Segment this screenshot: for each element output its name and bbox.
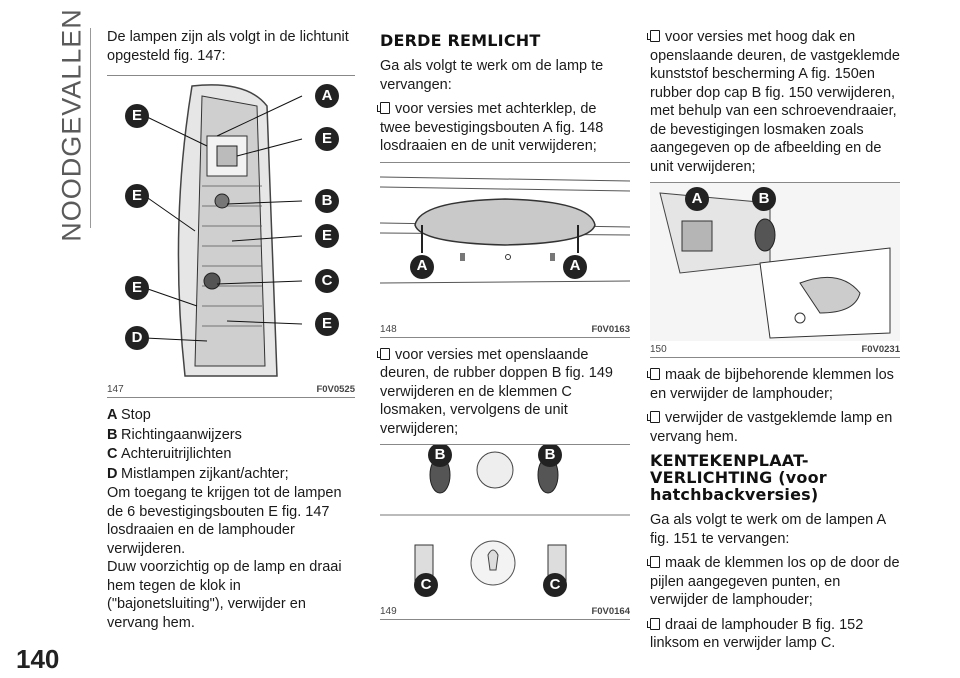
figure-150-image <box>650 183 900 341</box>
section-heading: KENTEKENPLAAT-VERLICHTING (voor hatchbackversies) <box>650 451 827 504</box>
callout-a: A <box>563 255 587 279</box>
intro-text: De lampen zijn als volgt in de lichtunit opgesteld fig. 147: <box>107 29 349 64</box>
callout-c: C <box>543 573 567 597</box>
callout-c: C <box>414 573 438 597</box>
callout-d: D <box>125 326 149 350</box>
callout-e: E <box>315 312 339 336</box>
figure-147 <box>107 75 355 398</box>
callout-b: B <box>538 445 562 467</box>
callout-e: E <box>315 224 339 248</box>
checkbox-icon <box>650 556 660 568</box>
checkbox-icon <box>380 348 390 360</box>
intro-text: Ga als volgt te werk om de lamp te vervangen: <box>380 58 604 93</box>
legend-item: A Stop <box>107 407 151 423</box>
figure-147-image <box>107 76 355 381</box>
check-item: voor versies met achterklep, de twee bevestigingsbouten A fig. 148 losdraaien en de unit verwijderen; <box>380 101 604 154</box>
legend-item: C Achteruitrijlichten <box>107 446 232 462</box>
check-item: voor versies met openslaande deuren, de rubber doppen B fig. 149 verwijderen en de klemmen C losmaken, vervolgens de unit verwijderen; <box>380 346 613 437</box>
figure-148-image <box>380 163 630 321</box>
callout-b: B <box>752 187 776 211</box>
figure-149-image <box>380 445 630 603</box>
legend <box>107 406 355 483</box>
body-text: Duw voorzichtig op de lamp en draai hem tegen de klok in ("bajonetsluiting"), verwijder en vervang hem. <box>107 559 342 631</box>
callout-b: B <box>315 189 339 213</box>
column-1 <box>107 28 355 632</box>
figure-149 <box>380 444 630 620</box>
figure-number: 147 <box>107 384 124 395</box>
callout-e: E <box>125 104 149 128</box>
figure-caption: 148 F0V0163 <box>380 323 630 335</box>
checkbox-icon <box>650 368 660 380</box>
figure-code: F0V0525 <box>316 384 355 395</box>
intro-text: Ga als volgt te werk om de lampen A fig. 151 te vervangen: <box>650 512 886 547</box>
figure-148 <box>380 162 630 338</box>
callout-b: B <box>428 445 452 467</box>
check-item: maak de bijbehorende klemmen los en verwijder de lamphouder; <box>650 367 894 402</box>
figure-150 <box>650 182 900 358</box>
checkbox-icon <box>650 411 660 423</box>
callout-a: A <box>685 187 709 211</box>
checkbox-icon <box>650 30 660 42</box>
checkbox-icon <box>650 618 660 630</box>
callout-a: A <box>410 255 434 279</box>
column-2 <box>380 28 630 628</box>
callout-e: E <box>125 276 149 300</box>
brake-light-drawing <box>380 163 630 321</box>
side-divider <box>90 28 91 228</box>
section-side-title: NOODGEVALLEN <box>56 8 87 242</box>
callout-c: C <box>315 269 339 293</box>
column-3 <box>650 28 900 659</box>
callout-a: A <box>315 84 339 108</box>
section-heading: DERDE REMLICHT <box>380 31 541 50</box>
check-item: voor versies met hoog dak en openslaande deuren, de vastgeklemde kunststof bescherming A fig. 150en rubber dop cap B fig. 150 verwijderen, met behulp van een schroevendraaier, de bevestigingen losmaken zoals aangegeven op de afbeelding en de unit verwijderen; <box>650 29 900 175</box>
check-item: draai de lamphouder B fig. 152 linksom en verwijder lamp C. <box>650 616 864 651</box>
page-number: 140 <box>16 644 60 674</box>
legend-item: D Mistlampen zijkant/achter; <box>107 465 289 482</box>
body-text: Om toegang te krijgen tot de lampen de 6 bevestigingsbouten E fig. 147 losdraaien en de lamphouder verwijderen. <box>107 485 342 557</box>
legend-item: B Richtingaanwijzers <box>107 426 242 443</box>
callout-e: E <box>125 184 149 208</box>
check-item: verwijder de vastgeklemde lamp en vervang hem. <box>650 410 893 445</box>
callout-e: E <box>315 127 339 151</box>
figure-caption: 149 F0V0164 <box>380 606 630 617</box>
checkbox-icon <box>380 102 390 114</box>
figure-caption: 150 F0V0231 <box>650 344 900 355</box>
figure-caption <box>107 381 355 397</box>
check-item: maak de klemmen los op de door de pijlen aangegeven punten, en verwijder de lamphouder; <box>650 555 900 608</box>
